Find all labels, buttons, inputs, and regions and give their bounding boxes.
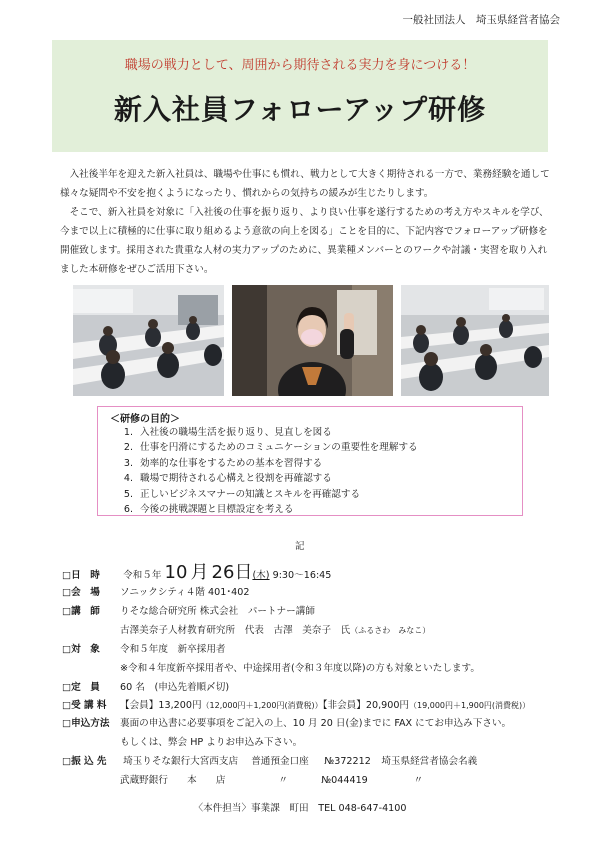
bank-label: □振 込 先 [62,756,107,767]
application-row [62,715,511,729]
title-banner [52,40,548,152]
purpose-title: ＜研修の目的＞ [110,414,180,425]
bank-account-number: №372212 [324,756,371,767]
purpose-item [106,487,418,502]
intro-text [60,165,550,279]
purpose-item-number: 6. [123,504,133,516]
purpose-box [97,406,523,516]
purpose-item-text: 入社後の職場生活を振り返り、見直しを図る [140,427,332,438]
bank-row-2 [120,772,458,786]
purpose-item-text: 職場で期待される心構えと役割を再確認する [140,473,332,485]
bank-account-number: №044419 [321,775,368,786]
purpose-item-number: 5. [123,488,133,500]
capacity-label: □定 員 [62,682,100,693]
target-row [62,641,226,655]
bank-branch: 本 店 [187,775,226,786]
application-line-1: 裏面の申込書に必要事項をご記入の上、10 月 20 日(金)までに FAX にてお申込み下さい。 [120,718,512,729]
purpose-item [106,502,418,517]
date-month-unit: 月 [190,562,209,583]
bank-holder: 〃 [413,775,424,786]
target-line-1: 令和５年度 新卒採用者 [120,644,226,655]
fee-member: 【会員】13,200円 [120,700,202,711]
fee-row [62,697,530,711]
bank-name: 武蔵野銀行 [120,775,168,786]
purpose-item-text: 効率的な仕事をするための基本を習得する [140,457,323,469]
capacity-row [62,679,229,693]
intro-paragraph-2: そこで、新入社員を対象に「入社後の仕事を振り返り、より良い仕事を遂行するための考え方やスキルを学び、今まで以上に積極的に仕事に取り組めるよう意欲の向上を図る」ことを目的に、下記内容でフォローアップ研修を開催致します。採用された貴重な人材の実力アップのために、異業種メンバーとのワークや討議・実習を取り入れました本研修をぜひご活用下さい。 [60,207,549,275]
date-weekday: (木) [252,570,270,581]
purpose-item-number: 3. [123,457,133,469]
purpose-item [106,440,418,455]
lecturer-line-2: 古澤美奈子人材教育研究所 代表 古澤 美奈子 氏 [120,625,351,636]
capacity-value: 60 名 (申込先着順〆切) [120,682,230,693]
purpose-item [106,425,418,440]
date-label: □日 時 [62,570,100,581]
lecturer-label: □講 師 [62,606,100,617]
catchphrase: 職場の戦力として、周囲から期待される実力を身につける！ [124,58,476,73]
target-line-2: ※令和４年度新卒採用者や、中途採用者(令和３年度以降)の方も対象といたします。 [120,663,480,674]
fee-nonmember-detail: （19,000円＋1,900円(消費税)） [409,701,531,710]
bank-account-type: 普通預金口座 [251,756,309,767]
contact-info: 〈本件担当〉事業課 町田 TEL 048-647-4100 [193,803,407,814]
organization-name: 一般社団法人 埼玉県経営者協会 [402,14,560,26]
date-day: 26 [211,562,235,583]
fee-label: □受 講 料 [62,700,107,711]
target-row-2 [120,660,480,674]
purpose-list [106,425,418,517]
lecturer-line-1: りそな総合研究所 株式会社 パートナー講師 [120,606,315,617]
purpose-item-text: 正しいビジネスマナーの知識とスキルを再確認する [140,488,361,500]
purpose-item [106,471,418,486]
classroom-photo-right [401,285,549,396]
date-day-unit: 日 [234,562,253,583]
bank-account-type: 〃 [278,775,288,786]
instructor-photo [232,285,393,396]
date-row [62,558,331,584]
lecturer-row [62,603,315,617]
application-line-2: もしくは、弊会 HP よりお申込み下さい。 [120,737,303,748]
purpose-item-number: 4. [123,473,133,485]
lecturer-ruby: （ふるさわ みなこ） [350,626,431,635]
date-time: 9:30～16:45 [272,570,332,581]
classroom-photo-left [73,285,224,396]
fee-member-detail: （12,000円＋1,200円(消費税)） [201,701,323,710]
venue-row [62,584,249,598]
ki-heading: 記 [295,541,305,552]
application-label: □申込方法 [62,718,110,729]
date-month: 10 [164,562,188,583]
date-prefix: 令和５年 [123,570,162,581]
purpose-item [106,456,418,471]
lecturer-row-2 [120,622,430,636]
intro-paragraph-1: 入社後半年を迎えた新入社員は、職場や仕事にも慣れ、戦力として大きく期待される一方で、業務経験を通して様々な疑問や不安を抱くようになったり、慣れからの気持ちの緩みが生じたりします。 [60,169,550,199]
bank-branch: 大宮西支店 [190,756,239,767]
purpose-item-number: 2. [123,442,133,454]
purpose-item-text: 今後の挑戦課題と目標設定を考える [140,504,294,516]
purpose-item-text: 仕事を円滑にするためのコミュニケーションの重要性を理解する [140,442,418,454]
fee-nonmember: 【非会員】20,900円 [322,700,410,711]
bank-holder: 埼玉県経営者協会名義 [381,756,478,767]
bank-row [62,753,477,767]
target-label: □対 象 [62,644,100,655]
page-title: 新入社員フォローアップ研修 [113,93,487,126]
bank-name: 埼玉りそな銀行 [123,756,191,767]
venue-value: ソニックシティ４階 401･402 [120,587,250,598]
venue-label: □会 場 [62,587,100,598]
purpose-item-number: 1. [123,427,133,438]
application-row-2 [120,734,302,748]
